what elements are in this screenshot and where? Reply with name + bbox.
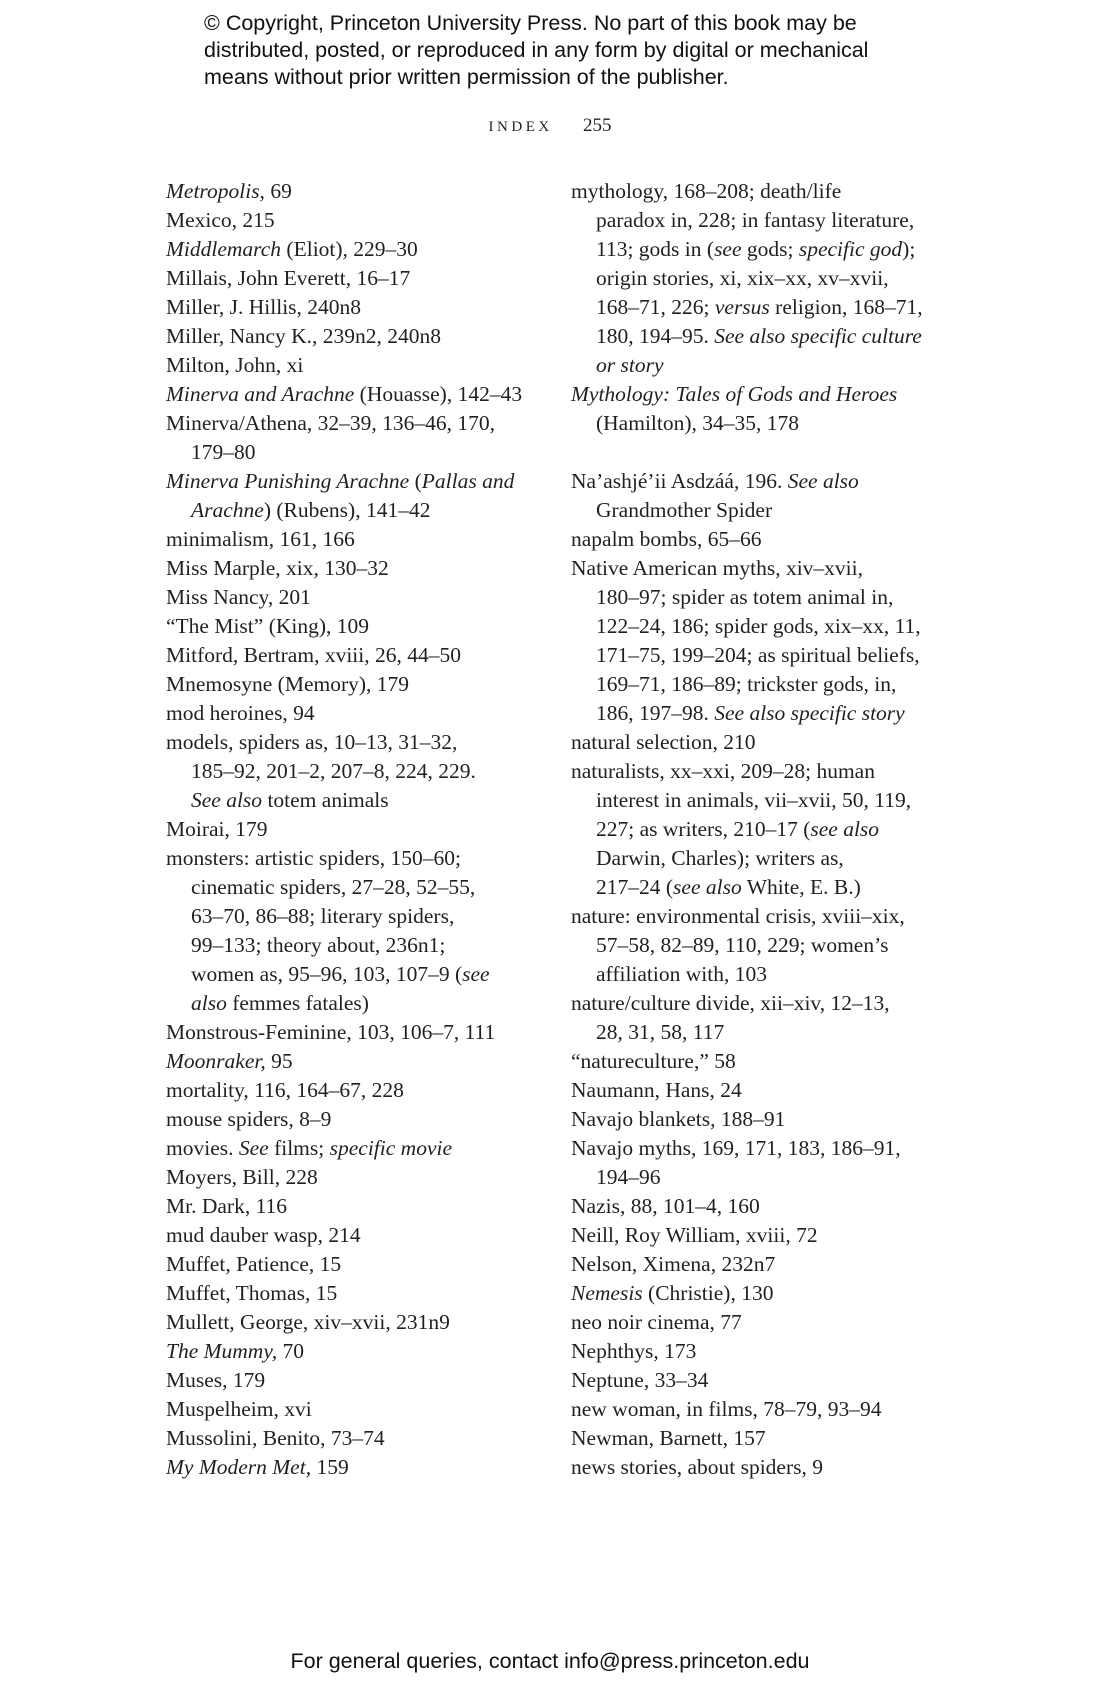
index-entry-italic-text: See also	[191, 788, 263, 812]
index-entry-continuation	[571, 641, 966, 670]
index-entry	[166, 1366, 561, 1395]
index-entry-continuation	[166, 873, 561, 902]
index-entry-text: 194–96	[596, 1165, 661, 1189]
index-entry	[166, 1047, 561, 1076]
index-entry-text: mythology, 168–208; death/life	[571, 179, 842, 203]
index-entry-continuation	[571, 960, 966, 989]
index-entry	[166, 1453, 561, 1482]
index-entry-text: nature: environmental crisis, xviii–xix,	[571, 904, 905, 928]
index-entry-text: Darwin, Charles); writers as,	[596, 846, 844, 870]
index-entry	[571, 177, 966, 206]
index-entry-text: 186, 197–98.	[596, 701, 715, 725]
index-entry-text: totem animals	[262, 788, 389, 812]
index-entry-text: interest in animals, vii–xvii, 50, 119,	[596, 788, 912, 812]
index-entry-text: (Christie), 130	[642, 1281, 774, 1305]
index-entry-italic-text: see	[714, 237, 742, 261]
index-entry-continuation	[571, 351, 966, 380]
index-entry-text: Moirai, 179	[166, 817, 268, 841]
running-head	[0, 114, 1100, 139]
index-entry-italic-text: Metropolis,	[166, 179, 265, 203]
index-entry-continuation	[571, 496, 966, 525]
index-entry-text: Millais, John Everett, 16–17	[166, 266, 411, 290]
index-entry-text: religion, 168–71,	[769, 295, 923, 319]
index-entry-text: (Houasse), 142–43	[354, 382, 523, 406]
index-entry	[571, 1250, 966, 1279]
index-entry	[166, 1134, 561, 1163]
index-entry-text: Nephthys, 173	[571, 1339, 697, 1363]
index-entry-text: White, E. B.)	[741, 875, 861, 899]
index-entry-continuation	[571, 293, 966, 322]
index-entry	[166, 1250, 561, 1279]
index-entry-text: Miller, Nancy K., 239n2, 240n8	[166, 324, 442, 348]
index-entry-text: naturalists, xx–xxi, 209–28; human	[571, 759, 875, 783]
index-entry	[166, 1163, 561, 1192]
index-entry-text: (Hamilton), 34–35, 178	[596, 411, 800, 435]
index-entry-text: “natureculture,” 58	[571, 1049, 736, 1073]
index-entry-text: 122–24, 186; spider gods, xix–xx, 11,	[596, 614, 921, 638]
index-entry	[571, 1453, 966, 1482]
index-entry-text: Mnemosyne (Memory), 179	[166, 672, 410, 696]
index-entry-text: cinematic spiders, 27–28, 52–55,	[191, 875, 476, 899]
index-entry-text: Moyers, Bill, 228	[166, 1165, 318, 1189]
index-entry-italic-text: specific movie	[329, 1136, 453, 1160]
copyright-line: distributed, posted, or reproduced in any form by digital or mechanical	[204, 38, 869, 62]
index-entry-italic-text: or story	[596, 353, 664, 377]
index-entry-text: 185–92, 201–2, 207–8, 224, 229.	[191, 759, 476, 783]
index-entry-italic-text: specific god	[798, 237, 903, 261]
index-entry	[166, 380, 561, 409]
index-entry-text: 179–80	[191, 440, 256, 464]
index-entry-text: nature/culture divide, xii–xiv, 12–13,	[571, 991, 890, 1015]
index-entry-continuation	[571, 1018, 966, 1047]
index-entry-text: Mexico, 215	[166, 208, 275, 232]
index-entry-continuation	[571, 844, 966, 873]
index-entry-text: Neptune, 33–34	[571, 1368, 709, 1392]
index-entry-text: affiliation with, 103	[596, 962, 767, 986]
index-entry-text: Native American myths, xiv–xvii,	[571, 556, 863, 580]
index-entry-italic-text: versus	[714, 295, 770, 319]
index-entry-text: Mr. Dark, 116	[166, 1194, 288, 1218]
index-entry-text: monsters: artistic spiders, 150–60;	[166, 846, 461, 870]
index-entry-text: 113; gods in (	[596, 237, 715, 261]
index-entry-text: news stories, about spiders, 9	[571, 1455, 823, 1479]
index-entry-continuation	[571, 873, 966, 902]
index-entry	[571, 1047, 966, 1076]
running-head-label: INDEX	[488, 119, 553, 135]
index-entry	[571, 1105, 966, 1134]
index-entry	[571, 1395, 966, 1424]
index-entry-continuation	[166, 902, 561, 931]
index-entry-text: mod heroines, 94	[166, 701, 315, 725]
index-entry-text: natural selection, 210	[571, 730, 756, 754]
index-entry	[571, 1192, 966, 1221]
index-entry-text: 99–133; theory about, 236n1;	[191, 933, 446, 957]
index-entry	[571, 1366, 966, 1395]
index-entry	[166, 235, 561, 264]
index-entry-italic-text: Pallas and	[421, 469, 515, 493]
index-entry-continuation	[166, 931, 561, 960]
index-entry-text: 217–24 (	[596, 875, 674, 899]
index-entry-continuation	[166, 757, 561, 786]
index-entry-continuation	[571, 815, 966, 844]
index-entry	[571, 1424, 966, 1453]
index-entry-text: 70	[277, 1339, 304, 1363]
index-entry-text: Miller, J. Hillis, 240n8	[166, 295, 362, 319]
index-entry	[166, 1308, 561, 1337]
index-entry	[571, 1134, 966, 1163]
index-entry	[166, 699, 561, 728]
index-entry-text: Minerva/Athena, 32–39, 136–46, 170,	[166, 411, 496, 435]
index-entry-continuation	[166, 438, 561, 467]
index-entry-text: mud dauber wasp, 214	[166, 1223, 361, 1247]
index-entry	[166, 177, 561, 206]
index-entry	[166, 1192, 561, 1221]
index-entry-text: Na’ashjé’ii Asdzáá, 196.	[571, 469, 788, 493]
index-entry-italic-text: See also specific culture	[714, 324, 922, 348]
index-entry-continuation	[166, 960, 561, 989]
index-entry-continuation	[166, 989, 561, 1018]
index-entry	[166, 1105, 561, 1134]
index-entry-text: mortality, 116, 164–67, 228	[166, 1078, 404, 1102]
index-entry	[571, 1279, 966, 1308]
index-entry	[166, 1076, 561, 1105]
index-entry-continuation	[571, 931, 966, 960]
index-entry-text: 28, 31, 58, 117	[596, 1020, 725, 1044]
index-entry-text: movies.	[166, 1136, 239, 1160]
index-entry-italic-text: see also	[673, 875, 742, 899]
index-entry-text: “The Mist” (King), 109	[166, 614, 370, 638]
index-entry-continuation	[166, 786, 561, 815]
index-entry	[571, 1221, 966, 1250]
index-entry-italic-text: Nemesis	[571, 1281, 643, 1305]
index-entry	[166, 206, 561, 235]
copyright-line: means without prior written permission of the publisher.	[204, 65, 729, 89]
index-entry-text: neo noir cinema, 77	[571, 1310, 742, 1334]
index-entry	[571, 1076, 966, 1105]
index-entry-text: Grandmother Spider	[596, 498, 773, 522]
index-entry-text: Miss Nancy, 201	[166, 585, 311, 609]
index-column-left	[166, 177, 561, 1482]
index-entry	[571, 525, 966, 554]
copyright-line: © Copyright, Princeton University Press. No part of this book may be	[204, 11, 857, 35]
index-entry-text: Miss Marple, xix, 130–32	[166, 556, 389, 580]
index-entry	[166, 612, 561, 641]
index-entry-continuation	[571, 264, 966, 293]
index-entry-text: 95	[265, 1049, 293, 1073]
footer-contact: For general queries, contact info@press.princeton.edu	[290, 1649, 810, 1673]
index-entry	[166, 264, 561, 293]
index-entry-continuation	[166, 496, 561, 525]
index-entry-text: 63–70, 86–88; literary spiders,	[191, 904, 455, 928]
index-entry-text: 169–71, 186–89; trickster gods, in,	[596, 672, 897, 696]
index-entry	[571, 728, 966, 757]
index-entry	[571, 554, 966, 583]
index-entry-text: Milton, John, xi	[166, 353, 304, 377]
index-entry	[166, 554, 561, 583]
index-entry-text: 227; as writers, 210–17 (	[596, 817, 811, 841]
index-entry-italic-text: See also	[787, 469, 859, 493]
index-entry-text: (	[409, 469, 422, 493]
index-entry-text: Muses, 179	[166, 1368, 266, 1392]
index-entry	[571, 1308, 966, 1337]
index-entry-text: Nazis, 88, 101–4, 160	[571, 1194, 760, 1218]
index-entry	[166, 322, 561, 351]
index-entry-text: femmes fatales)	[226, 991, 369, 1015]
index-entry	[166, 351, 561, 380]
index-entry-italic-text: Moonraker,	[166, 1049, 266, 1073]
index-entry-text: women as, 95–96, 103, 107–9 (	[191, 962, 463, 986]
index-entry	[166, 293, 561, 322]
index-entry-text: Monstrous-Feminine, 103, 106–7, 111	[166, 1020, 496, 1044]
index-entry	[571, 902, 966, 931]
index-entry-text: gods;	[741, 237, 799, 261]
index-entry-text: Naumann, Hans, 24	[571, 1078, 742, 1102]
index-entry-italic-text: See also specific story	[714, 701, 905, 725]
index-entry-text: Nelson, Ximena, 232n7	[571, 1252, 776, 1276]
index-entry-continuation	[571, 409, 966, 438]
index-entry	[571, 989, 966, 1018]
index-entry-text: mouse spiders, 8–9	[166, 1107, 332, 1131]
index-entry	[166, 467, 561, 496]
index-entry-text: napalm bombs, 65–66	[571, 527, 762, 551]
index-entry-text: Mussolini, Benito, 73–74	[166, 1426, 385, 1450]
index-entry	[166, 670, 561, 699]
index-entry-continuation	[571, 235, 966, 264]
index-entry	[166, 1018, 561, 1047]
index-entry-text: ) (Rubens), 141–42	[263, 498, 431, 522]
index-entry-text: 57–58, 82–89, 110, 229; women’s	[596, 933, 889, 957]
index-entry-continuation	[571, 206, 966, 235]
index-entry	[166, 583, 561, 612]
index-entry-continuation	[571, 583, 966, 612]
index-entry	[166, 409, 561, 438]
index-entry-text: 69	[264, 179, 292, 203]
index-entry	[166, 728, 561, 757]
index-entry-text: Mitford, Bertram, xviii, 26, 44–50	[166, 643, 461, 667]
index-entry-text: paradox in, 228; in fantasy literature,	[596, 208, 915, 232]
index-entry-text: Neill, Roy William, xviii, 72	[571, 1223, 818, 1247]
index-entry-continuation	[571, 699, 966, 728]
index-entry	[166, 641, 561, 670]
index-entry	[571, 380, 966, 409]
index-entry-text: (Eliot), 229–30	[281, 237, 418, 261]
index-entry	[166, 844, 561, 873]
index-entry	[166, 1424, 561, 1453]
index-entry-continuation	[571, 670, 966, 699]
index-entry-italic-text: My Modern Met,	[166, 1455, 312, 1479]
index-entry-text: Muspelheim, xvi	[166, 1397, 312, 1421]
index-entry-text: films;	[268, 1136, 330, 1160]
index-entry	[166, 1221, 561, 1250]
index-entry-text: );	[902, 237, 916, 261]
index-entry-text: Muffet, Patience, 15	[166, 1252, 342, 1276]
index-entry-italic-text: Middlemarch	[166, 237, 282, 261]
index-entry-text: 180–97; spider as totem animal in,	[596, 585, 894, 609]
index-entry-continuation	[571, 322, 966, 351]
index-entry-continuation	[571, 612, 966, 641]
index-entry-italic-text: Minerva Punishing Arachne	[166, 469, 410, 493]
index-entry-italic-text: Arachne	[191, 498, 264, 522]
index-entry-text: 159	[311, 1455, 349, 1479]
index-entry-text: 180, 194–95.	[596, 324, 715, 348]
index-entry-italic-text: see	[462, 962, 490, 986]
index-entry	[571, 1337, 966, 1366]
index-column-right	[571, 177, 966, 1482]
index-entry-continuation	[571, 1163, 966, 1192]
index-entry	[166, 525, 561, 554]
index-entry	[166, 1337, 561, 1366]
copyright-notice	[204, 10, 964, 91]
index-entry	[166, 1395, 561, 1424]
page-number: 255	[582, 115, 612, 136]
index-entry-text: 171–75, 199–204; as spiritual beliefs,	[596, 643, 920, 667]
index-entry	[571, 467, 966, 496]
index-entry-text: Mullett, George, xiv–xvii, 231n9	[166, 1310, 450, 1334]
index-entry-italic-text: Minerva and Arachne	[166, 382, 355, 406]
index-entry	[166, 815, 561, 844]
index-entry	[571, 757, 966, 786]
index-entry-italic-text: Mythology: Tales of Gods and Heroes	[571, 382, 898, 406]
index-entry	[166, 1279, 561, 1308]
index-entry-text: origin stories, xi, xix–xx, xv–xvii,	[596, 266, 889, 290]
index-entry-continuation	[571, 786, 966, 815]
index-entry-italic-text: See	[238, 1136, 269, 1160]
index-spacer	[571, 438, 966, 467]
index-entry-text: Navajo myths, 169, 171, 183, 186–91,	[571, 1136, 901, 1160]
index-entry-text: minimalism, 161, 166	[166, 527, 355, 551]
index-entry-text: Newman, Barnett, 157	[571, 1426, 766, 1450]
index-entry-text: new woman, in films, 78–79, 93–94	[571, 1397, 882, 1421]
index-entry-text: Navajo blankets, 188–91	[571, 1107, 786, 1131]
index-entry-italic-text: The Mummy,	[166, 1339, 278, 1363]
index-entry-text: Muffet, Thomas, 15	[166, 1281, 338, 1305]
index-entry-text: models, spiders as, 10–13, 31–32,	[166, 730, 458, 754]
index-entry-text: 168–71, 226;	[596, 295, 715, 319]
index-entry-italic-text: see also	[810, 817, 880, 841]
index-entry-italic-text: also	[191, 991, 227, 1015]
